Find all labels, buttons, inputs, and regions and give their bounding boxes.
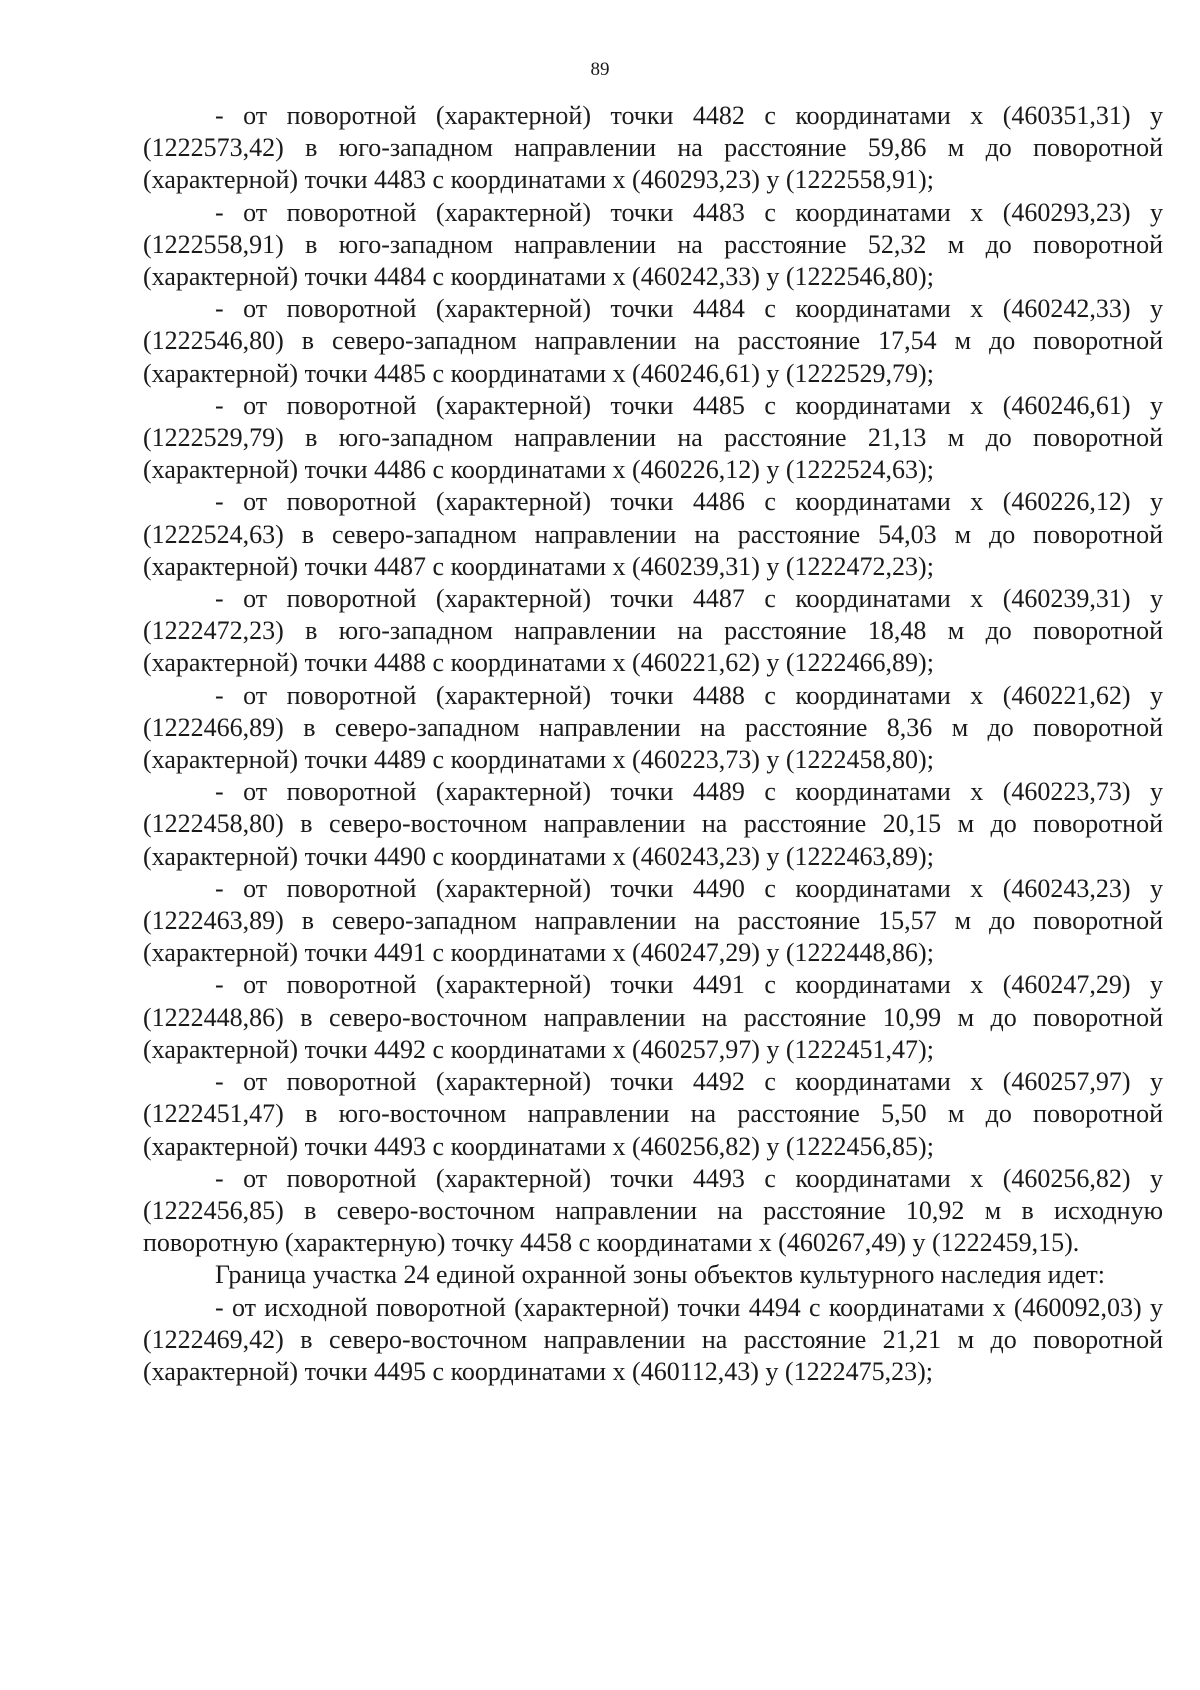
boundary-segment-4492: - от поворотной (характерной) точки 4492 с координатами x (460257,97) y (1222451,47) в юго-восточном направлении на расстояние 5,50 м до поворотной (характерной) точки 4493 с координатами x (460256,82) y (1222456,85); xyxy=(143,1067,1163,1161)
page-number: 89 xyxy=(590,59,610,80)
boundary-segment-4486: - от поворотной (характерной) точки 4486 с координатами x (460226,12) y (1222524,63) в северо-западном направлении на расстояние 54,03 м до поворотной (характерной) точки 4487 с координатами x (460239,31) y (1222472,23); xyxy=(143,487,1163,581)
boundary-segment-4487: - от поворотной (характерной) точки 4487 с координатами x (460239,31) y (1222472,23) в юго-западном направлении на расстояние 18,48 м до поворотной (характерной) точки 4488 с координатами x (460221,62) y (1222466,89); xyxy=(143,584,1163,678)
boundary-segment-4493: - от поворотной (характерной) точки 4493 с координатами x (460256,82) y (1222456,85) в северо-восточном направлении на расстояние 10,92 м в исходную поворотную (характерную) точку 4458 с координатами x (460267,49) y (1222459,15). xyxy=(143,1163,1163,1258)
boundary-segment-4490: - от поворотной (характерной) точки 4490 с координатами x (460243,23) y (1222463,89) в северо-западном направлении на расстояние 15,57 м до поворотной (характерной) точки 4491 с координатами x (460247,29) y (1222448,86); xyxy=(143,873,1163,968)
boundary-segment-4484: - от поворотной (характерной) точки 4484 с координатами x (460242,33) y (1222546,80) в северо-западном направлении на расстояние 17,54 м до поворотной (характерной) точки 4485 с координатами x (460246,61) y (1222529,79); xyxy=(143,294,1163,388)
boundary-segment-4482: - от поворотной (характерной) точки 4482 с координатами x (460351,31) y (1222573,42) в юго-западном направлении на расстояние 59,86 м до поворотной (характерной) точки 4483 с координатами x (460293,23) y (1222558,91); xyxy=(143,101,1163,195)
boundary-segment-4488: - от поворотной (характерной) точки 4488 с координатами x (460221,62) y (1222466,89) в северо-западном направлении на расстояние 8,36 м до поворотной (характерной) точки 4489 с координатами x (460223,73) y (1222458,80); xyxy=(143,680,1163,775)
boundary-segment-4485: - от поворотной (характерной) точки 4485 с координатами x (460246,61) y (1222529,79) в юго-западном направлении на расстояние 21,13 м до поворотной (характерной) точки 4486 с координатами x (460226,12) y (1222524,63); xyxy=(143,390,1163,485)
document-body xyxy=(143,100,1163,1388)
boundary-segment-4494: - от исходной поворотной (характерной) точки 4494 с координатами x (460092,03) y (1222469,42) в северо-восточном направлении на расстояние 21,21 м до поворотной (характерной) точки 4495 с координатами x (460112,43) y (1222475,23); xyxy=(143,1292,1163,1386)
boundary-segment-4491: - от поворотной (характерной) точки 4491 с координатами x (460247,29) y (1222448,86) в северо-восточном направлении на расстояние 10,99 м до поворотной (характерной) точки 4492 с координатами x (460257,97) y (1222451,47); xyxy=(143,970,1163,1064)
section-heading: Граница участка 24 единой охранной зоны объектов культурного наследия идет: xyxy=(215,1260,1105,1290)
boundary-segment-4489: - от поворотной (характерной) точки 4489 с координатами x (460223,73) y (1222458,80) в северо-восточном направлении на расстояние 20,15 м до поворотной (характерной) точки 4490 с координатами x (460243,23) y (1222463,89); xyxy=(143,777,1163,871)
boundary-segment-4483: - от поворотной (характерной) точки 4483 с координатами x (460293,23) y (1222558,91) в юго-западном направлении на расстояние 52,32 м до поворотной (характерной) точки 4484 с координатами x (460242,33) y (1222546,80); xyxy=(143,197,1163,292)
